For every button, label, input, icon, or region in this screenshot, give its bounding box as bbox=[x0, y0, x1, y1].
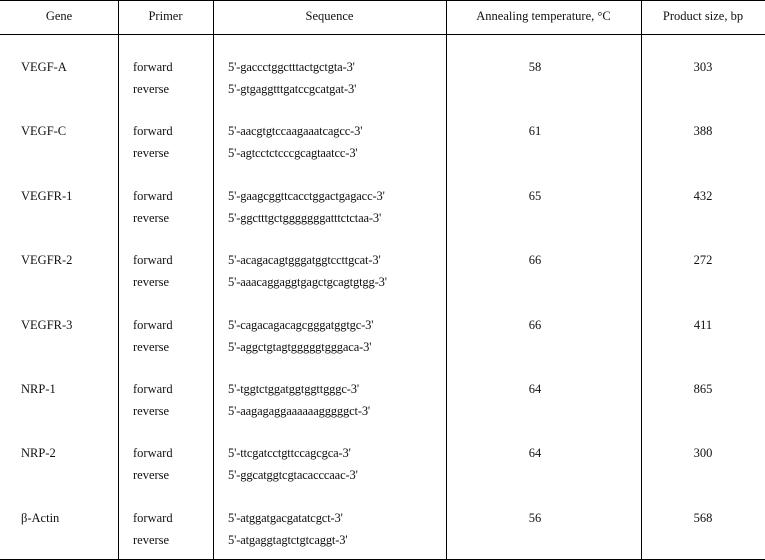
product-size-cell: 865 bbox=[693, 382, 713, 396]
forward-sequence: 5'-atggatgacgatatcgct-3' bbox=[228, 511, 343, 525]
gene-cell: NRP-2 bbox=[21, 446, 56, 460]
primer-reverse-label: reverse bbox=[133, 404, 170, 418]
annealing-temperature-cell: 61 bbox=[528, 124, 542, 138]
annealing-temperature-cell: 64 bbox=[528, 382, 542, 396]
annealing-temperature-cell: 66 bbox=[528, 318, 542, 332]
header-product-size: Product size, bp bbox=[662, 9, 744, 23]
gene-cell: NRP-1 bbox=[21, 382, 56, 396]
reverse-sequence: 5'-aagagaggaaaaaagggggct-3' bbox=[228, 404, 371, 418]
primer-reverse-label: reverse bbox=[133, 211, 170, 225]
product-size-cell: 568 bbox=[693, 511, 713, 525]
header-rule bbox=[0, 34, 765, 35]
reverse-sequence: 5'-aggctgtagtgggggtgggaca-3' bbox=[228, 340, 372, 354]
primer-forward-label: forward bbox=[133, 318, 173, 332]
forward-sequence: 5'-acagacagtgggatggtccttgcat-3' bbox=[228, 253, 381, 267]
column-divider bbox=[641, 0, 642, 560]
primer-forward-label: forward bbox=[133, 382, 173, 396]
primer-forward-label: forward bbox=[133, 511, 173, 525]
primer-forward-label: forward bbox=[133, 60, 173, 74]
product-size-cell: 411 bbox=[693, 318, 713, 332]
gene-cell: VEGF-A bbox=[21, 60, 67, 74]
header-primer: Primer bbox=[148, 9, 183, 23]
gene-cell: VEGFR-3 bbox=[21, 318, 73, 332]
header-annealing-temperature: Annealing temperature, °C bbox=[476, 9, 611, 23]
reverse-sequence: 5'-gtgaggtttgatccgcatgat-3' bbox=[228, 82, 357, 96]
product-size-cell: 388 bbox=[693, 124, 713, 138]
forward-sequence: 5'-gaagcggttcacctggactgagacc-3' bbox=[228, 189, 385, 203]
gene-cell: VEGF-C bbox=[21, 124, 67, 138]
primer-reverse-label: reverse bbox=[133, 146, 170, 160]
primer-reverse-label: reverse bbox=[133, 340, 170, 354]
forward-sequence: 5'-cagacagacagcgggatggtgc-3' bbox=[228, 318, 374, 332]
column-divider bbox=[213, 0, 214, 560]
column-divider bbox=[118, 0, 119, 560]
reverse-sequence: 5'-atgaggtagtctgtcaggt-3' bbox=[228, 533, 348, 547]
primer-forward-label: forward bbox=[133, 189, 173, 203]
primer-forward-label: forward bbox=[133, 253, 173, 267]
forward-sequence: 5'-tggtctggatggtggttgggc-3' bbox=[228, 382, 359, 396]
reverse-sequence: 5'-agtcctctcccgcagtaatcc-3' bbox=[228, 146, 358, 160]
annealing-temperature-cell: 58 bbox=[528, 60, 542, 74]
annealing-temperature-cell: 64 bbox=[528, 446, 542, 460]
forward-sequence: 5'-aacgtgtccaagaaatcagcc-3' bbox=[228, 124, 363, 138]
reverse-sequence: 5'-aaacaggaggtgagctgcagtgtgg-3' bbox=[228, 275, 387, 289]
gene-cell: VEGFR-1 bbox=[21, 189, 73, 203]
gene-cell: VEGFR-2 bbox=[21, 253, 73, 267]
annealing-temperature-cell: 56 bbox=[528, 511, 542, 525]
column-divider bbox=[446, 0, 447, 560]
primer-reverse-label: reverse bbox=[133, 275, 170, 289]
product-size-cell: 432 bbox=[693, 189, 713, 203]
reverse-sequence: 5'-ggctttgctgggggggatttctctaa-3' bbox=[228, 211, 382, 225]
reverse-sequence: 5'-ggcatggtcgtacacccaac-3' bbox=[228, 468, 358, 482]
primer-reverse-label: reverse bbox=[133, 468, 170, 482]
product-size-cell: 300 bbox=[693, 446, 713, 460]
forward-sequence: 5'-gaccctggctttactgctgta-3' bbox=[228, 60, 355, 74]
product-size-cell: 303 bbox=[693, 60, 713, 74]
primer-reverse-label: reverse bbox=[133, 533, 170, 547]
forward-sequence: 5'-ttcgatcctgttccagcgca-3' bbox=[228, 446, 351, 460]
header-gene: Gene bbox=[45, 9, 73, 23]
header-sequence: Sequence bbox=[305, 9, 354, 23]
primer-forward-label: forward bbox=[133, 124, 173, 138]
annealing-temperature-cell: 65 bbox=[528, 189, 542, 203]
gene-cell: β-Actin bbox=[21, 511, 60, 525]
primer-reverse-label: reverse bbox=[133, 82, 170, 96]
annealing-temperature-cell: 66 bbox=[528, 253, 542, 267]
product-size-cell: 272 bbox=[693, 253, 713, 267]
top-rule bbox=[0, 0, 765, 1]
primer-forward-label: forward bbox=[133, 446, 173, 460]
